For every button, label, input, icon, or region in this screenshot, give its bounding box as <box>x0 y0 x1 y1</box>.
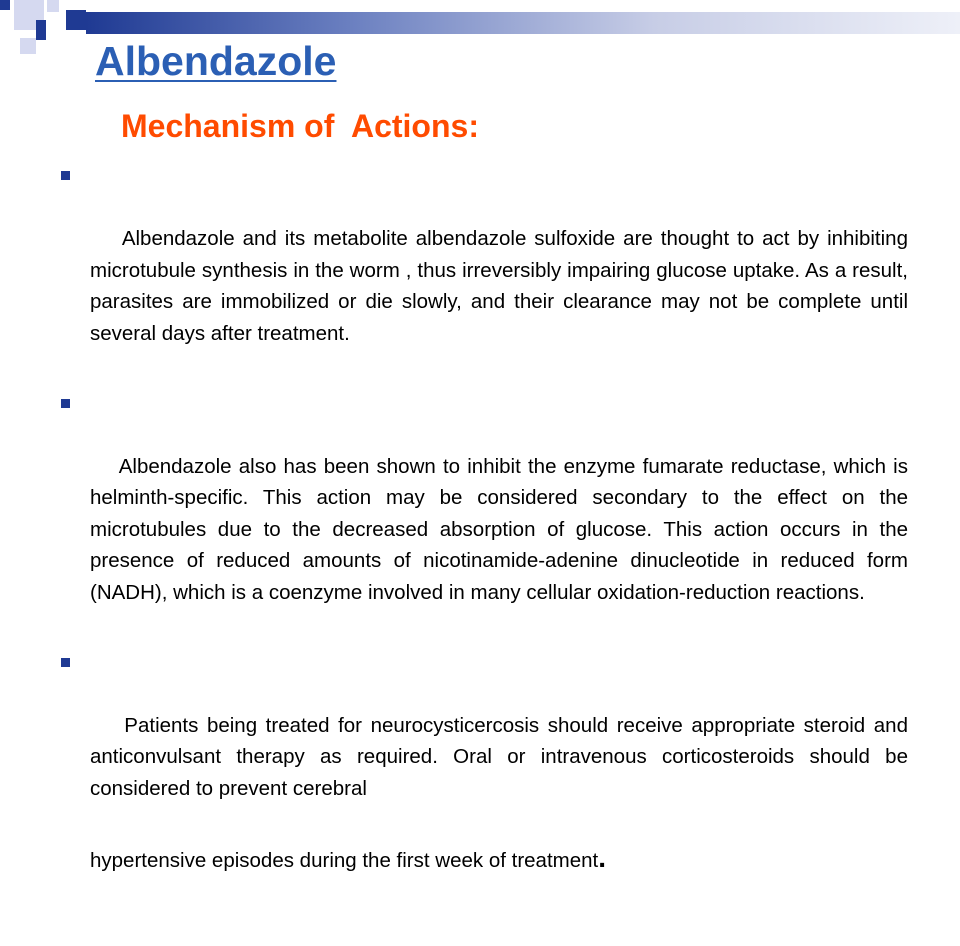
square-bullet-icon <box>61 658 70 667</box>
header-gradient-bar <box>86 12 960 34</box>
slide-subtitle: Mechanism of Actions: <box>121 108 479 144</box>
bullet-last-line <box>90 842 908 877</box>
decor-square <box>0 0 10 10</box>
bullet-item <box>90 388 914 640</box>
bullet-text: Patients being treated for neurocysticercosis should receive appropriate steroid and anticonvulsant therapy as required. Oral or intravenous corticosteroids should be considered to prevent cerebral <box>90 713 914 800</box>
slide-title: Albendazole <box>95 38 337 84</box>
bullet-item <box>90 160 920 381</box>
decor-square <box>36 20 46 40</box>
bullet-list <box>90 160 920 946</box>
bullet-item <box>90 647 914 940</box>
sentence-end-mark: . <box>598 841 606 873</box>
decor-square <box>47 0 59 12</box>
decor-square <box>66 10 86 30</box>
bullet-text: Albendazole and its metabolite albendazole sulfoxide are thought to act by inhibiting microtubule synthesis in the worm , thus irreversibly impairing glucose uptake. As a result, parasites are immobilized or die slowly, and their clearance may not be complete until several days after treatment. <box>90 227 920 345</box>
bullet-text: Albendazole also has been shown to inhibit the enzyme fumarate reductase, which is helminth-specific. This action may be considered secondary to the effect on the microtubules due to the decreased absorption of glucose. This action occurs in the presence of reduced amounts of nicotinamide-adenine dinucleotide in reduced form (NADH), which is a coenzyme involved in many cellular oxidation-reduction reactions. <box>90 454 914 604</box>
square-bullet-icon <box>61 171 70 180</box>
bullet-last-line-text: hypertensive episodes during the first week of treatment <box>90 848 599 872</box>
square-bullet-icon <box>61 399 70 408</box>
decor-square <box>20 38 36 54</box>
